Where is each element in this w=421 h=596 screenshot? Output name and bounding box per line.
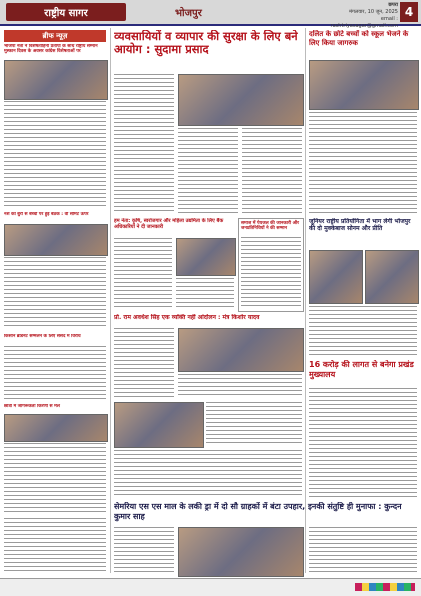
brief-body-text: [4, 101, 106, 207]
main-body-col2: [178, 128, 238, 214]
page-header: [0, 0, 421, 29]
brief-label-box: [4, 30, 106, 42]
middle-photo: [178, 328, 304, 372]
right-body-text: [309, 112, 417, 214]
bottom-body-col1: [114, 527, 174, 575]
middle-box-title: समाज में पेयजल की जानकारी और जनप्रतिनिधियों ने की सम्मान: [241, 221, 300, 231]
item2-photo: [4, 224, 108, 256]
color-registration-strip: [355, 583, 415, 591]
middle-headline: प्रो. राम अवधेश सिंह एक व्यक्ति नहीं आंदोलन : मंत्र किशोर यादव: [114, 314, 260, 321]
subhead-body-col1: [114, 238, 172, 310]
block-headline: 16 करोड़ की लागत से बनेगा प्रखंड मुख्यालय: [309, 360, 414, 379]
item3-title: किसान ब्रॉडनेट सम्मेलन के लिए संसद में विरोध: [4, 334, 81, 339]
header-city: छपरा: [388, 2, 398, 8]
right-headline: दलित के छोटे बच्चों को स्कूल भेजने के लिए किया जागरुक: [309, 30, 409, 47]
column-rule: [110, 28, 111, 573]
column-rule: [305, 28, 306, 573]
masthead: राष्ट्रीय सागर: [6, 3, 126, 21]
header-email: email : rashtriyasagar@gmail.com: [330, 16, 398, 29]
right-photo: [309, 60, 419, 110]
item4-photo: [4, 414, 108, 442]
item5-body-text: [4, 518, 106, 574]
block-body-text: [309, 388, 417, 498]
item2-body-text: [4, 257, 106, 329]
main-body-col3: [242, 128, 302, 214]
header-meta: [328, 2, 398, 29]
middle-body-col1: [114, 328, 174, 398]
header-date: मंगलवार, 10 जून, 2025: [349, 9, 398, 15]
lower-photo: [114, 402, 204, 448]
main-headline: व्यवसायियों व व्यापार की सुरक्षा के लिए बने आयोग : सुदामा प्रसाद: [114, 30, 298, 56]
boxer-photo-1: [309, 250, 363, 304]
section-name: भोजपुर: [175, 8, 202, 19]
subhead-photo: [176, 238, 236, 276]
bottom-photo: [178, 527, 304, 577]
brief-title: भाजपा नेता ने विशेषताहिनी प्रतापा के साथ राष्ट्रीय सम्मान मुस्कान दिवस के अवसर कांग्रेस विशेषताओं पर: [4, 44, 98, 54]
main-photo: [178, 74, 304, 126]
lower-body-text: [206, 402, 302, 446]
page-number: 4: [400, 2, 418, 22]
item2-title: नशें की बुरी से बच्चों पर हुई बैठक : वी समिट ऊपर: [4, 212, 89, 217]
middle-box: [238, 218, 304, 312]
bottom-headline: सेमरिया एस एस माल के लकी ड्रा में दो सौ ग्राहकों में बंटा उपहार, इनकी संतुष्टि ही मुनाफा : कुन्दन कुमार साह: [114, 502, 402, 521]
junior-headline: जूनियर राष्ट्रीय प्रतियोगिता में भाग लेगी भोजपुर की दो मुक्केबाज सोनम और प्रीति: [309, 218, 411, 232]
brief-photo: [4, 60, 108, 100]
subhead-title: हम नेता: कृषि, स्वरोजगार और महिला उद्यमिता के लिए बैंक अधिकारियों ने दी जानकारी: [114, 218, 224, 230]
main-body-col1: [114, 74, 174, 214]
brief-label: ब्रीफ न्यूज़: [42, 32, 68, 40]
item3-body-text: [4, 346, 106, 401]
bottom-body-col3: [309, 527, 417, 575]
lower-body-text-2: [114, 450, 302, 498]
subhead-body-col2: [176, 278, 234, 310]
boxer-photo-2: [365, 250, 419, 304]
junior-body-text: [309, 306, 417, 356]
item4-title: छात्रों में जागरूकता किरणों से मेल: [4, 404, 60, 409]
middle-body-col2: [178, 374, 302, 398]
item4-body-text: [4, 443, 106, 513]
middle-box-text: [241, 237, 301, 307]
footer-strip: [0, 578, 421, 596]
